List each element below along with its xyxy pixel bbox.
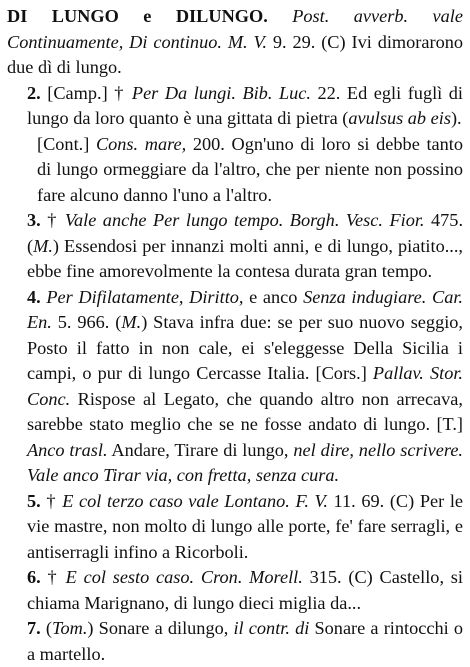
entry-paragraph <box>7 208 463 285</box>
body-text: Sonare a rintocchi o a martello. <box>27 618 464 664</box>
italic-text: Tom. <box>51 618 88 638</box>
body-text: ) Sonare a dilungo, <box>87 618 234 638</box>
sense-number: 7. <box>27 618 46 638</box>
body-text: ) Essendosi per innanzi molti anni, e di lungo, piatito..., ebbe fine amorevolmente la contesa durata gran tempo. <box>27 235 463 281</box>
italic-text: Pallav. Stor. Conc. <box>27 363 463 409</box>
body-text: ). <box>450 108 462 128</box>
sense-number: 5. <box>27 490 47 511</box>
body-text: 5. 966. ( <box>51 312 122 332</box>
italic-text: Senza indugiare. Car. En. <box>27 286 463 332</box>
italic-text: M. <box>121 312 142 332</box>
headword: DI LUNGO e DILUNGO. <box>7 6 293 26</box>
body-text: ) Stava infra due: se per suo nuovo seggio, Posto il fatto in non cale, ei s'eleggesse Della Sicilia i campi, o pur di lungo Cercasse Italia. [Cors.] <box>27 312 463 383</box>
entry-paragraph <box>7 285 463 489</box>
entry-paragraph <box>7 132 463 209</box>
body-text: [Cont.] <box>37 133 96 154</box>
italic-text: Per Difilatamente, Diritto, <box>46 286 244 307</box>
italic-text: Per Da lungi. Bib. Luc. <box>131 82 311 103</box>
body-text: † <box>47 210 65 230</box>
body-text: 315. (C) Castello, si chiama Marignano, di lungo dieci miglia da... <box>27 567 463 613</box>
italic-text: E col sesto caso. Cron. Morell. <box>65 567 303 587</box>
body-text: ( <box>45 618 52 638</box>
italic-text: Cons. mare, <box>95 133 187 154</box>
italic-text: Anco trasl. <box>27 439 108 460</box>
entry-paragraph <box>7 81 463 132</box>
body-text: Rispose al Legato, che quando altro non arrecava, sarebbe stato meglio che se ne fosse andato di lungo. [T.] <box>27 388 463 434</box>
body-text: † <box>47 567 66 587</box>
italic-text: M. <box>33 235 53 256</box>
sense-number: 2. <box>27 82 48 103</box>
body-text: 11. 69. (C) Per le vie mastre, non molto di lungo alle porte, fe' fare serragli, e antiserragli infino a Ricorboli. <box>27 490 464 562</box>
body-text: † <box>46 490 63 511</box>
body-text: [Camp.] † <box>47 82 132 103</box>
body-text: 475. ( <box>27 210 464 256</box>
italic-text: nel dire, nello scrivere. Vale anco Tirar via, con fretta, senza cura. <box>27 439 464 485</box>
body-text: 9. 29. (C) Ivi dimorarono due dì di lungo. <box>7 31 463 77</box>
body-text: Andare, Tirare di lungo, <box>107 439 294 460</box>
sense-number: 3. <box>27 210 48 230</box>
italic-text: E col terzo caso vale Lontano. F. V. <box>62 490 328 511</box>
italic-text: avulsus ab eis <box>348 108 451 128</box>
italic-text: Vale anche Per lungo tempo. Borgh. Vesc. Fior. <box>64 210 425 230</box>
entry-headword-paragraph <box>7 4 463 81</box>
entry-paragraph <box>7 565 463 616</box>
entry-paragraph <box>7 489 463 566</box>
sense-number: 4. <box>27 286 47 307</box>
italic-text: il contr. di <box>233 618 310 638</box>
body-text: e anco <box>243 286 304 307</box>
sense-number: 6. <box>27 567 48 587</box>
italic-text: Post. avverb. vale Continuamente, Di continuo. M. V. <box>7 6 463 52</box>
body-text: 22. Ed egli fuglì di lungo da loro quanto è una gittata di pietra ( <box>27 82 464 128</box>
body-text: 200. Ogn'uno di loro si debbe tanto di lungo ormeggiare da l'altro, che per niente non possino fare alcuno danno l'uno a l'altro. <box>37 133 464 205</box>
